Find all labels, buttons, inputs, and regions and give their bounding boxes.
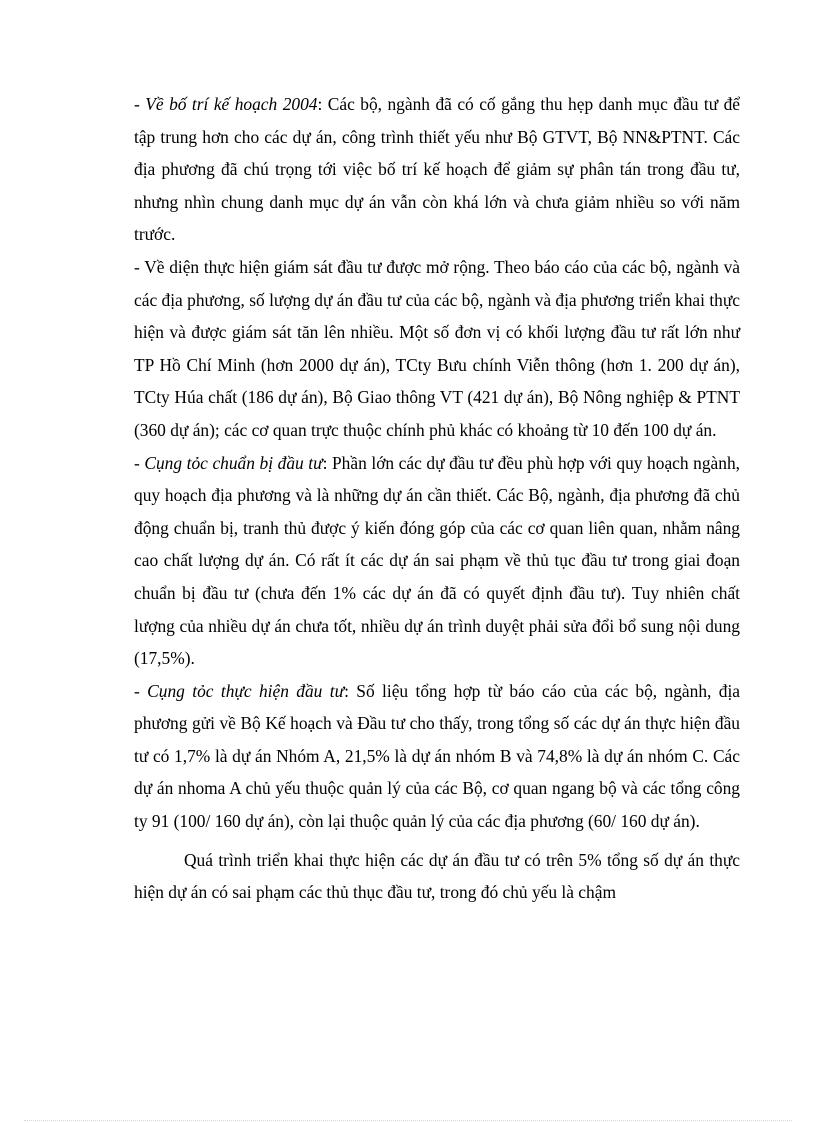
paragraph-lead: -: [134, 94, 146, 114]
paragraph-investment-implementation: [134, 675, 740, 838]
document-page: [134, 88, 740, 909]
paragraph-lead: -: [134, 680, 148, 701]
paragraph-body: : Số liệu tổng hợp từ báo cáo của các bộ, ngành, địa phương gửi về Bộ Kế hoạch và Đầu tư cho thấy, trong tổng số các dự án thực hiện đầu tư có 1,7% là dự án Nhóm A, 21,5% là dự án nhóm B và 74,8% là dự án nhóm C. Các dự án nhoma A chủ yếu thuộc quản lý của các Bộ, cơ quan ngang bộ và các tổng công ty 91 (100/ 160 dự án), còn lại thuộc quản lý của các địa phương (60/ 160 dự án).: [134, 680, 741, 832]
paragraph-body: Quá trình triển khai thực hiện các dự án đầu tư có trên 5% tổng số dự án thực hiện dự án có sai phạm các thủ thục đầu tư, trong đó chủ yếu là chậm: [134, 849, 740, 903]
paragraph-lead: -: [134, 452, 145, 473]
section-heading-implementation: Cụng tỏc thực hiện đầu tư: [147, 680, 345, 701]
paragraph-body: : Các bộ, ngành đã có cố gắng thu hẹp danh mục đầu tư để tập trung hơn cho các dự án, công trình thiết yếu như Bộ GTVT, Bộ NN&PTNT. Các địa phương đã chú trọng tới việc bố trí kế hoạch để giảm sự phân tán trong đầu tư, nhưng nhìn chung danh mục dự án vẫn còn khá lớn và chưa giảm nhiều so với năm trước.: [134, 94, 741, 245]
paragraph-supervision-scope: [134, 251, 740, 447]
paragraph-violations: [134, 844, 740, 909]
page-bottom-rule: [24, 1120, 792, 1121]
paragraph-body: : Phần lớn các dự đầu tư đều phù hợp với quy hoạch ngành, quy hoạch địa phương và là những dự án cần thiết. Các Bộ, ngành, địa phương đã chủ động chuẩn bị, tranh thủ được ý kiến đóng góp của các cơ quan liên quan, nhằm nâng cao chất lượng dự án. Có rất ít các dự án sai phạm về thủ tục đầu tư trong giai đoạn chuẩn bị đầu tư (chưa đến 1% các dự án đã có quyết định đầu tư). Tuy nhiên chất lượng của nhiều dự án chưa tốt, nhiều dự án trình duyệt phải sửa đổi bổ sung nội dung (17,5%).: [134, 452, 741, 669]
paragraph-investment-preparation: [134, 447, 740, 675]
section-heading-plan-2004: Về bố trí kế hoạch 2004: [145, 94, 318, 114]
paragraph-body: - Về diện thực hiện giám sát đầu tư được mở rộng. Theo báo cáo của các bộ, ngành và các địa phương, số lượng dự án đầu tư của các bộ, ngành và địa phương triển khai thực hiện và được giám sát tăn lên nhiều. Một số đơn vị có khối lượng đầu tư rất lớn như TP Hồ Chí Minh (hơn 2000 dự án), TCty Bưu chính Viễn thông (hơn 1. 200 dự án), TCty Húa chất (186 dự án), Bộ Giao thông VT (421 dự án), Bộ Nông nghiệp & PTNT (360 dự án); các cơ quan trực thuộc chính phủ khác có khoảng từ 10 đến 100 dự án.: [134, 256, 740, 440]
paragraph-plan-allocation: [134, 88, 740, 251]
section-heading-preparation: Cụng tỏc chuẩn bị đầu tư: [144, 452, 323, 473]
